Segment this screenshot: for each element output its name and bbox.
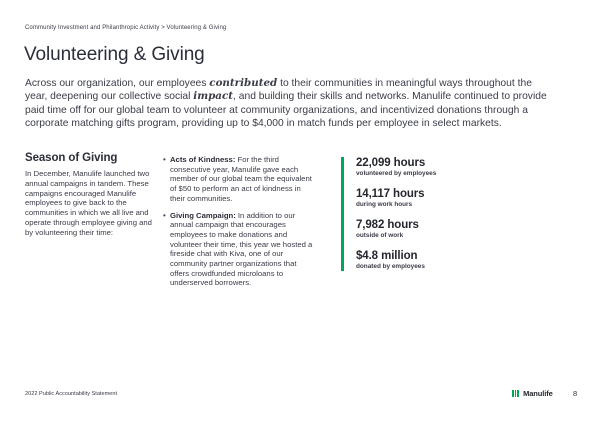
stat-label: during work hours: [356, 201, 413, 208]
stat-donated-amount: [356, 250, 491, 271]
bullet-content: [170, 211, 316, 289]
page-title: Volunteering & Giving: [24, 44, 205, 65]
bullet-icon: •: [163, 155, 166, 164]
stat-label: volunteered by employees: [356, 170, 437, 177]
season-of-giving-body: In December, Manulife launched two annual campaigns in tandem. These campaigns encouraged Manulife employees to give back to the communities in which we all live and operate through employee giving and by volunteering their time:: [25, 169, 152, 237]
breadcrumb: Community Investment and Philanthropic Activity > Volunteering & Giving: [25, 25, 227, 31]
stats-panel: [341, 157, 491, 271]
season-of-giving-heading: Season of Giving: [25, 152, 118, 164]
campaigns-list: [163, 155, 316, 295]
stat-outside-work-hours: [356, 219, 491, 240]
bullet-icon: •: [163, 210, 166, 220]
bullet-lead: Giving Campaign:: [170, 210, 236, 220]
page-number: 8: [573, 389, 578, 398]
list-item-acts-of-kindness: [163, 155, 316, 204]
stat-value: 14,117 hours: [356, 188, 425, 200]
stat-value: $4.8 million: [356, 250, 418, 262]
list-item-giving-campaign: [163, 211, 316, 289]
stat-label: donated by employees: [356, 263, 425, 270]
intro-paragraph: Across our organization, our employees contributed to their communities in meaningful ways throughout the year, deepening our collective social impact, and building their skills and networks. Manulife continued to provide paid time off for our global team to volunteer at community organizations, and incentivized donations through a corporate matching gifts program, providing up to $4,000 in match funds per employee in select markets.: [25, 77, 547, 130]
stat-value: 7,982 hours: [356, 219, 419, 231]
bullet-content: [170, 155, 316, 204]
stat-value: 22,099 hours: [356, 157, 426, 169]
season-of-giving-section: [25, 152, 155, 238]
manulife-logo-icon: [512, 390, 520, 397]
manulife-wordmark: Manulife: [523, 389, 553, 398]
stat-label: outside of work: [356, 232, 404, 239]
stat-work-hours: [356, 188, 491, 209]
footer-document-title: 2022 Public Accountability Statement: [25, 391, 118, 397]
bullet-lead: Acts of Kindness:: [170, 155, 236, 164]
bullet-text: In addition to our annual campaign that encourages employees to make donations and volunteer their time, this year we hosted a fireside chat with Kiva, one of our community partner organizations that offers crowdfunded microloans to underserved borrowers.: [170, 210, 313, 288]
stat-volunteered-hours: [356, 157, 491, 178]
manulife-logo: [512, 389, 553, 398]
bullet-text: For the third consecutive year, Manulife gave each member of our global team the equivalent of $50 to perform an act of kindness in their communities.: [170, 155, 312, 203]
